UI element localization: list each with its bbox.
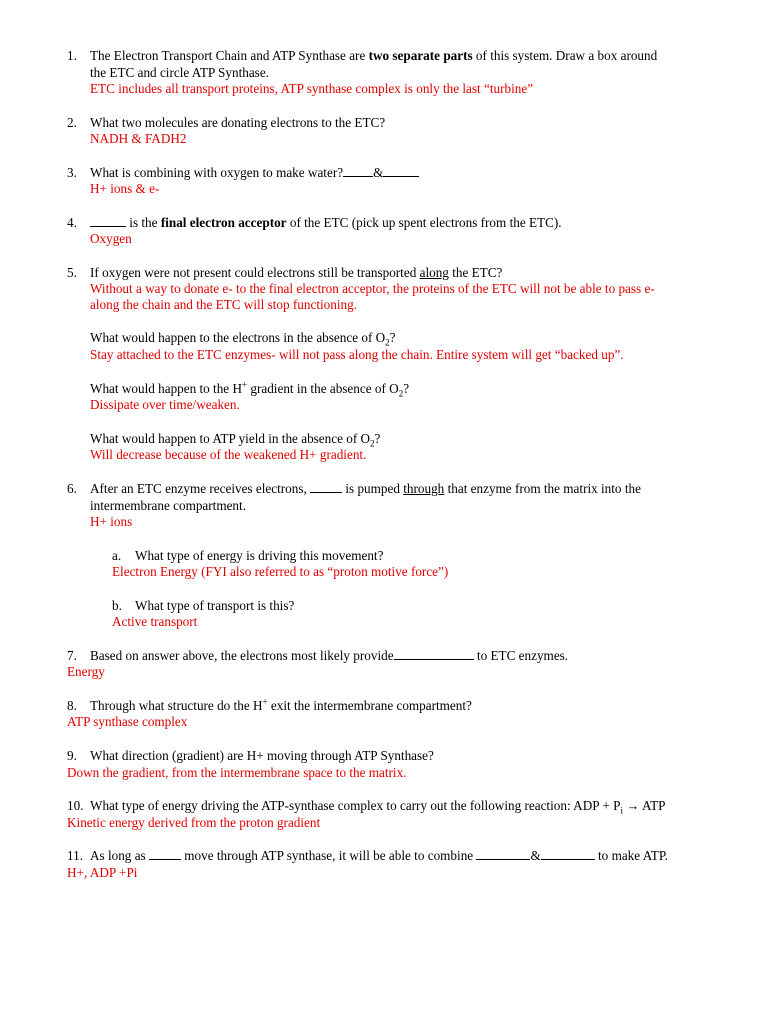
question-text [90,647,568,664]
question-text-line2: intermembrane compartment. [90,498,246,513]
answer-text: ETC includes all transport proteins, ATP synthase complex is only the last “turbine” [90,81,534,96]
question-text: What two molecules are donating electrons to the ETC? [90,115,386,130]
question-text-line2: the ETC and circle ATP Synthase. [90,65,269,80]
subquestion-label: a. [112,548,122,563]
arrow-glyph: → [622,798,643,813]
subquestion-gradient [90,380,409,397]
question-number: 7. [67,648,77,663]
fill-blank [476,847,530,860]
text-segment: What would happen to the electrons in the absence of O [90,330,386,345]
subquestion-electrons [90,329,396,346]
question-text [90,480,641,497]
answer-text: Active transport [112,614,198,629]
question-text [90,47,657,64]
question-number: 2. [67,115,77,130]
question-number: 8. [67,698,77,713]
subscript: 2 [398,388,404,399]
text-segment: gradient in the absence of O [247,381,399,396]
question-text [90,847,668,864]
answer-text: Oxygen [90,231,132,246]
text-segment: Through what structure do the H [90,698,263,713]
text-segment: to make ATP. [594,848,668,863]
underlined-text: through [403,481,445,496]
answer-text: Without a way to donate e- to the final electron acceptor, the proteins of the ETC will not be able to pass e- [90,281,655,296]
text-segment: of this system. Draw a box around [472,48,658,63]
question-number: 4. [67,215,77,230]
subscript: i [620,805,623,816]
text-segment: What is combining with oxygen to make water? [90,165,344,180]
fill-blank [383,164,419,177]
question-text: What direction (gradient) are H+ moving through ATP Synthase? [90,748,434,763]
question-number: 11. [67,848,83,863]
question-text [90,264,502,281]
fill-blank [343,164,373,177]
text-segment: & [373,165,384,180]
question-text [90,214,562,231]
answer-text: NADH & FADH2 [90,131,187,146]
subscript: 2 [370,438,375,449]
question-number: 9. [67,748,77,763]
question-number: 6. [67,481,77,496]
answer-text: Kinetic energy derived from the proton gradient [67,815,321,830]
text-segment: move through ATP synthase, it will be able to combine [180,848,477,863]
subquestion-text: What type of transport is this? [135,598,295,613]
answer-text: Electron Energy (FYI also referred to as “proton motive force”) [112,564,449,579]
fill-blank [310,480,342,493]
underlined-text: along [419,265,449,280]
superscript: + [242,379,248,390]
text-segment: ? [403,381,410,396]
superscript: + [262,696,268,707]
text-segment: The Electron Transport Chain and ATP Synthase are [90,48,369,63]
answer-text: Energy [67,664,105,679]
answer-text: Will decrease because of the weakened H+ gradient. [90,447,367,462]
fill-blank [90,214,126,227]
subquestion-text: What type of energy is driving this movement? [135,548,384,563]
subquestion-atp-yield [90,430,380,447]
fill-blank [394,647,474,660]
bold-text: final electron acceptor [160,215,287,230]
answer-text: Dissipate over time/weaken. [90,397,240,412]
answer-text: H+ ions & e- [90,181,160,196]
answer-text: ATP synthase complex [67,714,188,729]
text-segment: is pumped [342,481,404,496]
subscript: 2 [385,337,390,348]
question-text [90,164,419,181]
text-segment: is the [129,215,161,230]
question-number: 3. [67,165,77,180]
question-number: 5. [67,265,77,280]
question-text [90,797,665,814]
fill-blank [541,847,595,860]
text-segment: If oxygen were not present could electrons still be transported [90,265,420,280]
text-segment: that enzyme from the matrix into the [444,481,641,496]
answer-text: Down the gradient, from the intermembrane space to the matrix. [67,765,407,780]
bold-text: two separate parts [368,48,473,63]
text-segment: exit the intermembrane compartment? [267,698,472,713]
question-number: 1. [67,48,77,63]
answer-text-line2: along the chain and the ETC will stop functioning. [90,297,357,312]
question-number: 10. [67,798,84,813]
text-segment: of the ETC (pick up spent electrons from the ETC). [286,215,562,230]
text-segment: What would happen to ATP yield in the absence of O [90,431,371,446]
answer-text: H+ ions [90,514,133,529]
text-segment: What would happen to the H [90,381,242,396]
answer-text: Stay attached to the ETC enzymes- will not pass along the chain. Entire system will get “backed up”. [90,347,624,362]
text-segment: Based on answer above, the electrons most likely provide [90,648,394,663]
text-segment: After an ETC enzyme receives electrons, [90,481,311,496]
text-segment: ATP [642,798,666,813]
text-segment: ? [389,330,396,345]
question-text [90,697,472,714]
text-segment: ? [374,431,381,446]
text-segment: As long as [90,848,149,863]
answer-text: H+, ADP +Pi [67,865,138,880]
fill-blank [149,847,181,860]
text-segment: What type of energy driving the ATP-synthase complex to carry out the following reaction: ADP + P [90,798,621,813]
text-segment: & [530,848,541,863]
subquestion-label: b. [112,598,122,613]
text-segment: to ETC enzymes. [473,648,569,663]
text-segment: the ETC? [448,265,503,280]
